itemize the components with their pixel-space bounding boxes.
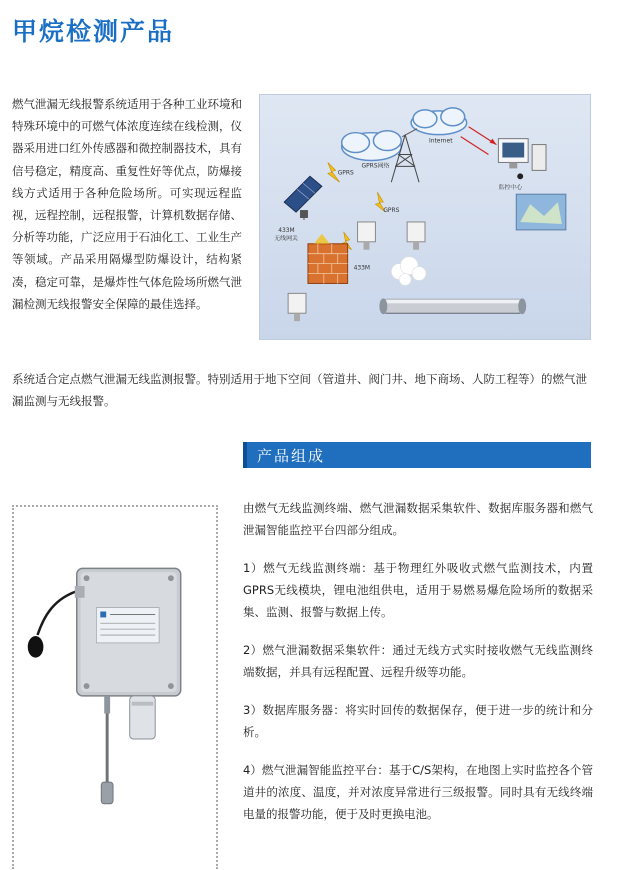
composition-item: 2）燃气泄漏数据采集软件：通过无线方式实时接收燃气无线监测终端数据，并具有远程配置、远程升级等功能。 bbox=[243, 643, 593, 679]
composition-item: 3）数据库服务器：将实时回传的数据保存，便于进一步的统计和分析。 bbox=[243, 703, 593, 739]
gprs-left-label: GPRS bbox=[337, 169, 354, 177]
intro-paragraph: 燃气泄漏无线报警系统适用于各种工业环境和特殊环境中的可燃气体浓度连续在线检测，仪器采用进口红外传感器和微控制器技术，具有信号稳定，精度高、重复性好等优点，防爆接线方式适用于各种危险场所。可实现远程监视，远程控制，远程报警，计算机数据存储、分析等功能，广泛应用于石油化工、工业生产等领域。产品采用隔爆型防爆设计，结构紧凑，稳定可靠，是爆炸性气体危险场所燃气泄漏检测无线报警安全保障的最佳选择。 bbox=[12, 97, 242, 311]
monitor-center-label: 监控中心 bbox=[498, 184, 523, 192]
composition-description bbox=[243, 497, 593, 841]
antenna-icon bbox=[28, 636, 44, 658]
internet-cloud-icon bbox=[411, 108, 467, 135]
internet-label: Internet bbox=[428, 137, 453, 145]
section-title: 产品组成 bbox=[257, 447, 326, 465]
wireless-signal-icon bbox=[328, 162, 386, 249]
gprs-mid-label: GPRS bbox=[383, 207, 400, 215]
building-icon bbox=[308, 234, 348, 284]
solar-panel-icon bbox=[284, 176, 322, 220]
gprs-network-label: GPRS网络 bbox=[361, 162, 390, 170]
composition-summary: 由燃气无线监测终端、燃气泄漏数据采集软件、数据库服务器和燃气泄漏智能监控平台四部分组成。 bbox=[243, 501, 593, 537]
product-photo bbox=[14, 507, 216, 869]
link-433m-label: 433M bbox=[353, 264, 371, 272]
application-note: 系统适合定点燃气泄漏无线监测报警。特别适用于地下空间（管道井、阀门井、地下商场、人防工程等）的燃气泄漏监测与无线报警。 bbox=[12, 372, 587, 408]
wireless-gateway-label: 无线网关 bbox=[274, 234, 299, 242]
gateway-433m-label: 433M bbox=[278, 226, 295, 234]
composition-item: 1）燃气无线监测终端：基于物理红外吸收式燃气监测技术，内置GPRS无线模块，锂电池组供电，适用于易燃易爆危险场所的数据采集、监测、报警与数据上传。 bbox=[243, 561, 593, 619]
monitor-center-icon bbox=[498, 139, 546, 180]
gas-leak-icon bbox=[391, 257, 426, 286]
page-title: 甲烷检测产品 bbox=[12, 17, 175, 46]
float-sensor bbox=[101, 782, 113, 804]
map-screen-icon bbox=[516, 194, 566, 230]
section-header-accent bbox=[243, 442, 247, 468]
system-diagram bbox=[259, 94, 591, 340]
composition-item: 4）燃气泄漏智能监控平台：基于C/S架构，在地图上实时监控各个管道井的浓度、温度，并对浓度异常进行三级报警。同时具有无线终端电量的报警功能，便于及时更换电池。 bbox=[243, 763, 593, 821]
gprs-cloud-icon bbox=[342, 131, 402, 161]
section-header bbox=[243, 442, 591, 468]
product-image-frame bbox=[12, 505, 218, 869]
pipeline-icon bbox=[379, 298, 526, 314]
